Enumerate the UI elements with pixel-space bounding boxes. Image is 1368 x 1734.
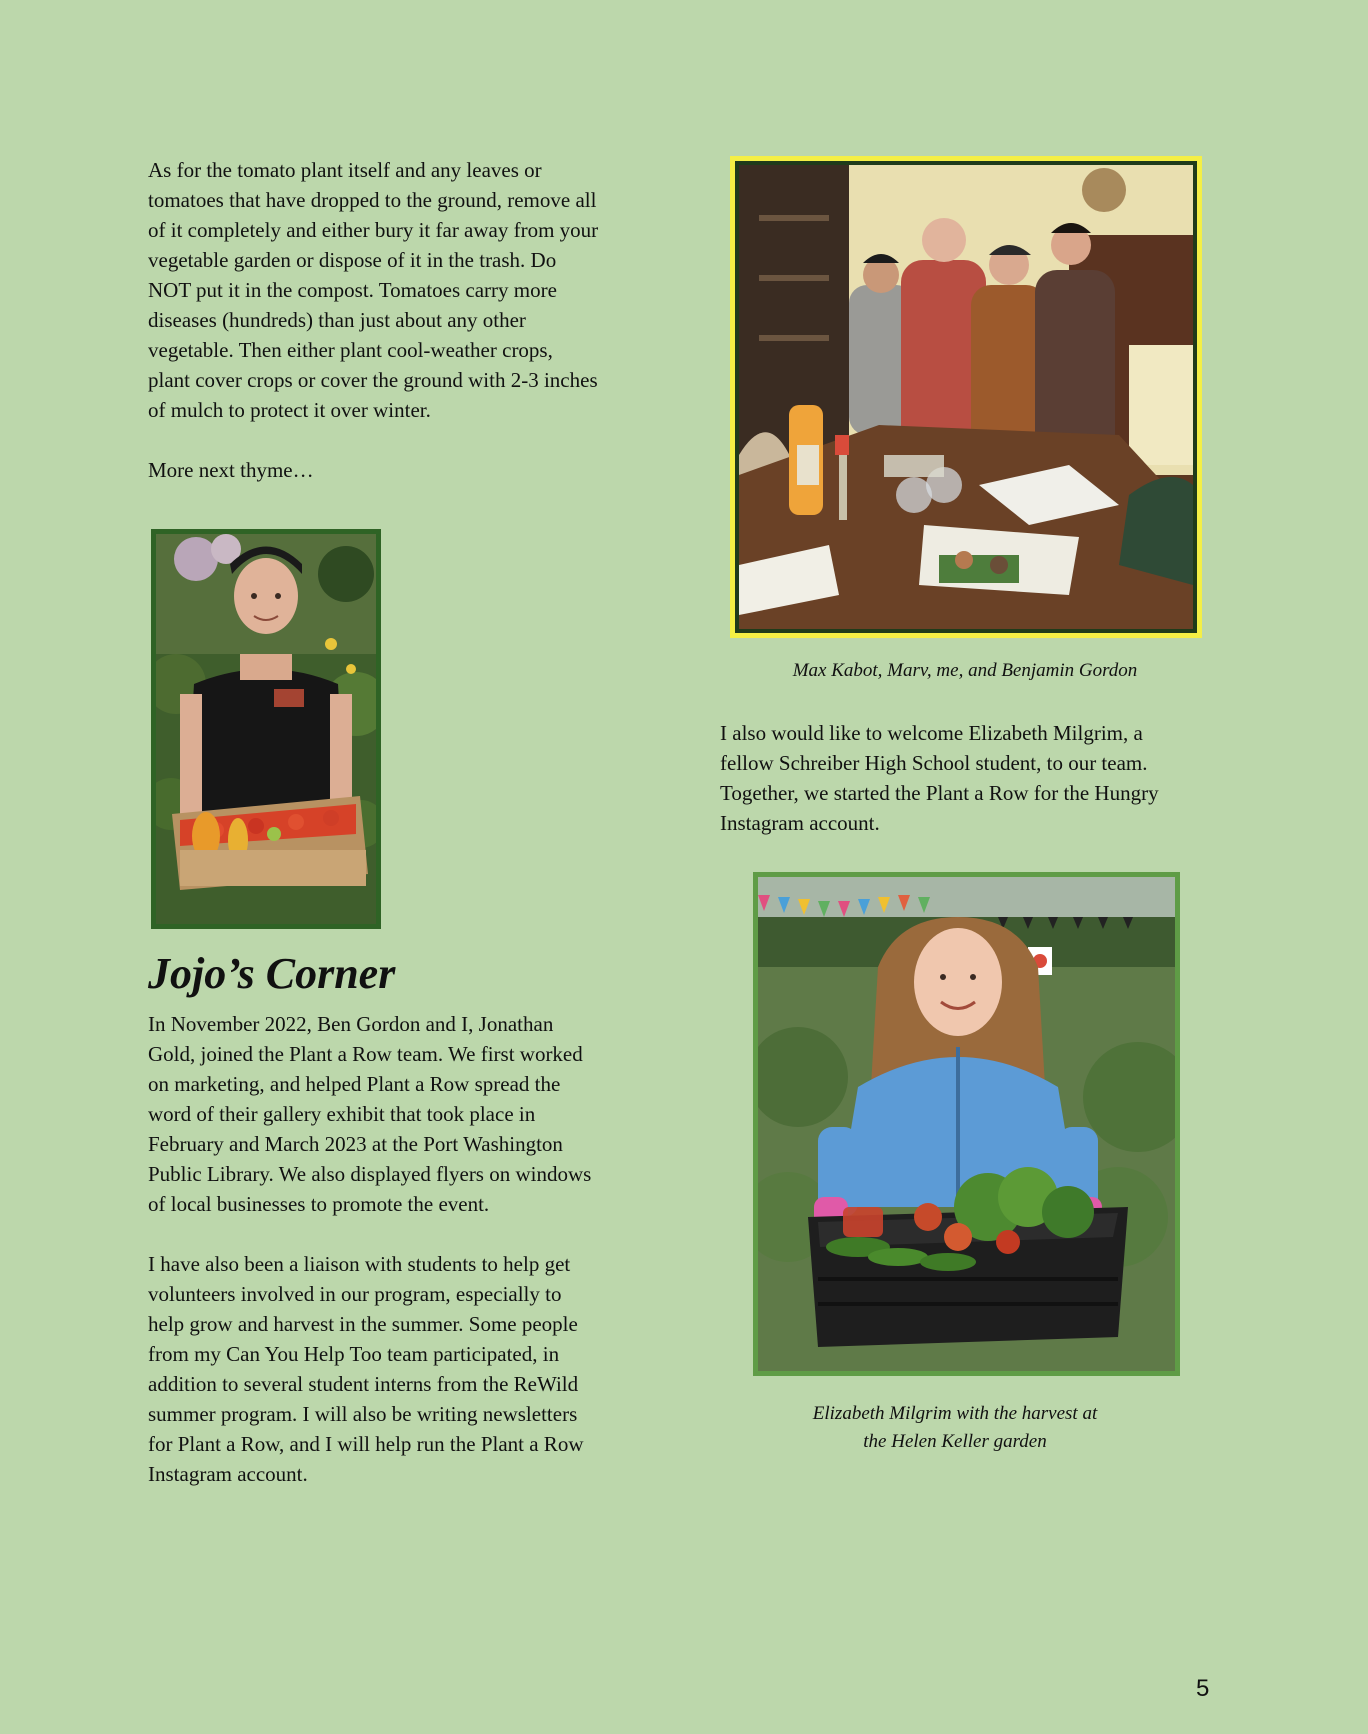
page-number: 5 <box>1196 1675 1210 1702</box>
group-photo <box>730 156 1202 638</box>
elizabeth-photo-caption: Elizabeth Milgrim with the harvest at the Helen Keller garden <box>812 1403 1098 1452</box>
intro-paragraph: As for the tomato plant itself and any leaves or tomatoes that have dropped to the ground, remove all of it completely and either bury it far away from your vegetable garden or dispose of it in the trash. Do NOT put it in the compost. Tomatoes carry more diseases (hundreds) than just about any other vegetable. Then either plant cool-weather crops, plant cover crops or cover the ground with 2-3 inches of mulch to protect it over winter. <box>148 158 599 422</box>
jojos-corner-heading: Jojo’s Corner <box>148 949 396 998</box>
closing-line: More next thyme… <box>148 458 314 482</box>
elizabeth-harvest-photo <box>753 872 1180 1376</box>
group-photo-caption: Max Kabot, Marv, me, and Benjamin Gordon <box>792 660 1138 681</box>
jojos-corner-paragraph-2: I have also been a liaison with students to help get volunteers involved in our program, especially to help grow and harvest in the summer. Some people from my Can You Help Too team participated, in addition to several student interns from the ReWild summer program. I will also be writing newsletters for Plant a Row, and I will help run the Plant a Row Instagram account. <box>148 1252 584 1486</box>
jojo-photo <box>151 529 381 929</box>
jojos-corner-paragraph-1: In November 2022, Ben Gordon and I, Jonathan Gold, joined the Plant a Row team. We first worked on marketing, and helped Plant a Row spread the word of their gallery exhibit that took place in February and March 2023 at the Port Washington Public Library. We also displayed flyers on windows of local businesses to promote the event. <box>148 1012 592 1216</box>
welcome-paragraph: I also would like to welcome Elizabeth Milgrim, a fellow Schreiber High School student, to our team. Together, we started the Plant a Row for the Hungry Instagram account. <box>720 721 1159 835</box>
